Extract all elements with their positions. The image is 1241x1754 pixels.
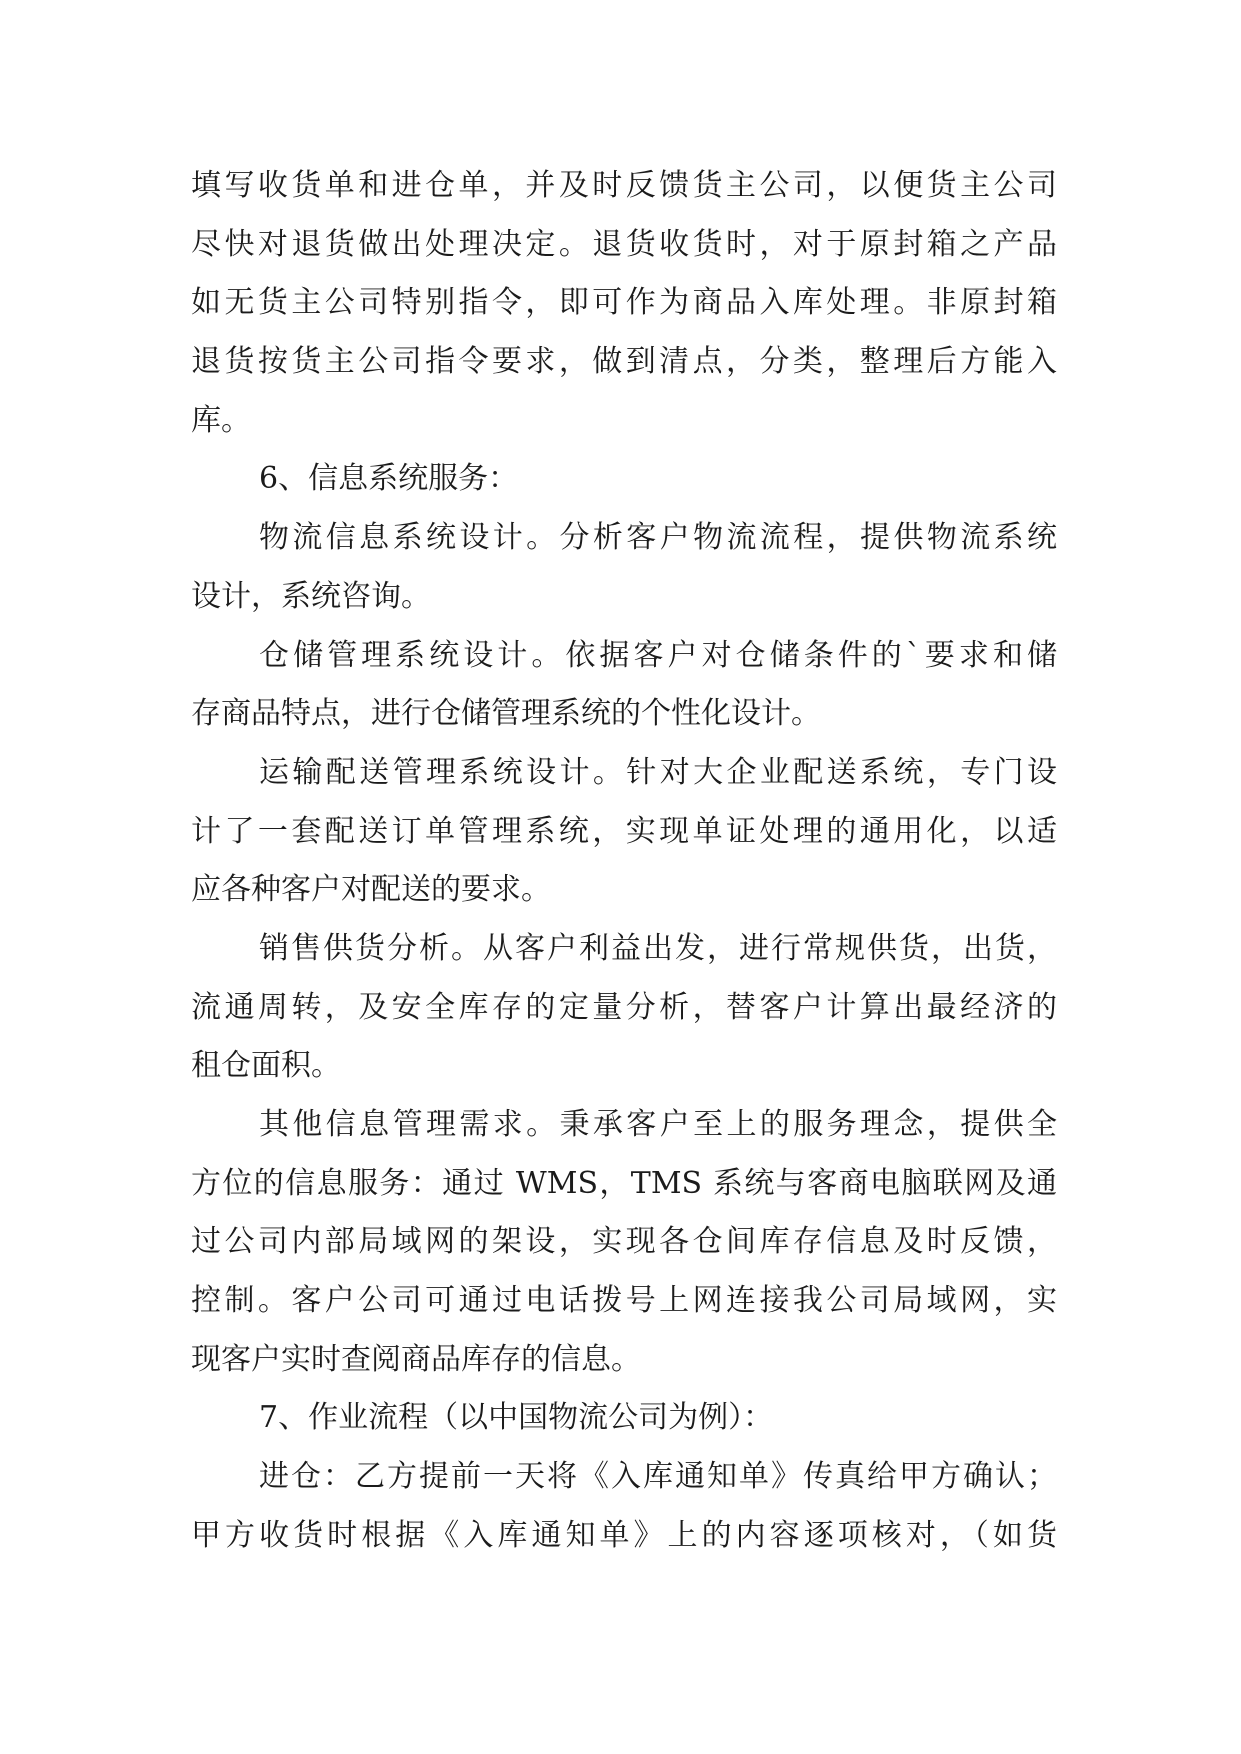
text-line: 如无货主公司特别指令，即可作为商品入库处理。非原封箱 [191, 285, 1057, 321]
text-line: 租仓面积。 [191, 1048, 341, 1084]
paragraph-other-info-needs [191, 1096, 1057, 1389]
text-line: 运输配送管理系统设计。针对大企业配送系统，专门设 [259, 754, 1057, 790]
paragraph-inbound [191, 1448, 1057, 1565]
section-heading-workflow [191, 1389, 1057, 1448]
text-line: 退货按货主公司指令要求，做到清点，分类，整理后方能入 [191, 344, 1057, 380]
paragraph-warehouse-system-design [191, 627, 1057, 744]
text-line: 仓储管理系统设计。依据客户对仓储条件的`要求和储 [259, 637, 1057, 673]
section-heading-information-system [191, 450, 1057, 509]
text-line: 过公司内部局域网的架设，实现各仓间库存信息及时反馈， [191, 1224, 1057, 1260]
section-heading: 6、信息系统服务： [259, 461, 519, 497]
text-line: 流通周转，及安全库存的定量分析，替客户计算出最经济的 [191, 989, 1057, 1025]
paragraph-logistics-system-design [191, 509, 1057, 626]
text-line: 销售供货分析。从客户利益出发，进行常规供货，出货， [259, 930, 1057, 966]
text-line: 库。 [191, 402, 251, 438]
text-line: 应各种客户对配送的要求。 [191, 872, 551, 908]
text-line: 方位的信息服务：通过 WMS，TMS 系统与客商电脑联网及通 [191, 1165, 1057, 1201]
text-line: 现客户实时查阅商品库存的信息。 [191, 1341, 641, 1377]
text-line: 甲方收货时根据《入库通知单》上的内容逐项核对，（如货 [191, 1517, 1057, 1553]
text-line: 设计，系统咨询。 [191, 578, 431, 614]
paragraph-transport-system-design [191, 744, 1057, 920]
text-line: 存商品特点，进行仓储管理系统的个性化设计。 [191, 696, 821, 732]
text-line: 物流信息系统设计。分析客户物流流程，提供物流系统 [259, 520, 1057, 556]
paragraph-returns-handling [191, 157, 1057, 450]
text-line: 填写收货单和进仓单，并及时反馈货主公司，以便货主公司 [191, 168, 1057, 203]
text-line: 计了一套配送订单管理系统，实现单证处理的通用化，以适 [191, 813, 1057, 849]
section-heading: 7、作业流程（以中国物流公司为例）： [259, 1400, 774, 1436]
text-line: 尽快对退货做出处理决定。退货收货时，对于原封箱之产品 [191, 226, 1057, 262]
text-line: 进仓：乙方提前一天将《入库通知单》传真给甲方确认； [259, 1459, 1057, 1495]
text-line: 其他信息管理需求。秉承客户至上的服务理念，提供全 [259, 1107, 1057, 1142]
paragraph-supply-analysis [191, 920, 1057, 1096]
text-line: 控制。客户公司可通过电话拨号上网连接我公司局域网，实 [191, 1283, 1057, 1319]
document-body [191, 157, 1057, 1566]
